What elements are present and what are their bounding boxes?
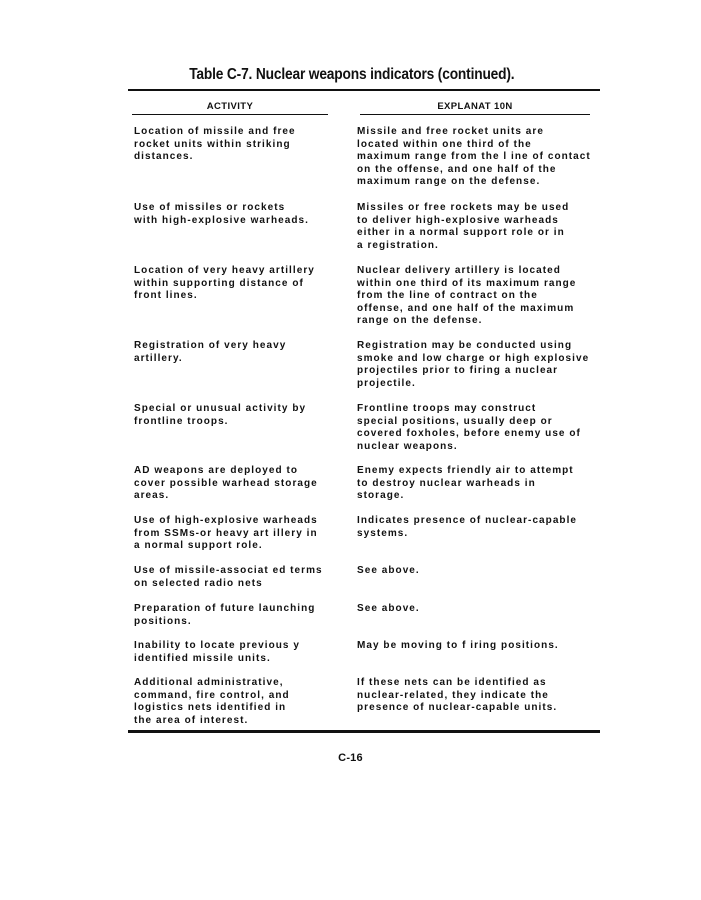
activity-line: a normal support role. [134, 540, 263, 552]
explanation-line: smoke and low charge or high explosive [357, 352, 590, 364]
explanation-line: Indicates presence of nuclear-capable [357, 515, 578, 526]
activity-line: AD weapons are deployed to [134, 465, 298, 476]
explanation-line: projectile. [357, 377, 416, 389]
explanation-line: covered foxholes, before enemy use of [357, 428, 581, 440]
explanation-cell [357, 640, 600, 653]
activity-line: within supporting distance of [134, 277, 304, 289]
explanation-cell [357, 465, 600, 503]
explanation-line: storage. [357, 490, 405, 502]
activity-line: logistics nets identified in [134, 702, 287, 714]
activity-line: front lines. [134, 290, 198, 302]
page-title: Table C-7. Nuclear weapons indicators (continued). [189, 66, 515, 83]
explanation-cell [357, 202, 600, 252]
explanation-line: nuclear weapons. [357, 440, 458, 452]
explanation-line: special positions, usually deep or [357, 415, 553, 427]
explanation-line: Missile and free rocket units are [357, 126, 544, 137]
activity-line: distances. [134, 151, 194, 163]
explanation-line: maximum range from the l ine of contact [357, 151, 591, 163]
activity-line: areas. [134, 490, 170, 502]
activity-line: Additional administrative, [134, 677, 284, 688]
explanation-line: to deliver high-explosive warheads [357, 214, 559, 226]
activity-cell [134, 202, 344, 227]
activity-cell [134, 677, 344, 727]
explanation-line: range on the defense. [357, 315, 483, 327]
activity-line: Use of missiles or rockets [134, 202, 286, 213]
explanation-line: Enemy expects friendly air to attempt [357, 465, 574, 476]
explanation-cell [357, 677, 600, 715]
explanation-cell [357, 265, 600, 328]
activity-line: on selected radio nets [134, 577, 263, 589]
activity-cell [134, 565, 344, 590]
explanation-line: within one third of its maximum range [357, 277, 577, 289]
activity-cell [134, 403, 344, 428]
activity-line: Registration of very heavy [134, 340, 287, 351]
activity-cell [134, 603, 344, 628]
explanation-line: See above. [357, 565, 420, 576]
explanation-cell [357, 565, 600, 578]
column-header-activity: ACTIVITY [132, 101, 328, 115]
explanation-cell [357, 126, 600, 189]
explanation-line: on the offense, and one half of the [357, 163, 557, 175]
activity-line: Inability to locate previous y [134, 640, 300, 651]
explanation-line: to destroy nuclear warheads in [357, 477, 536, 489]
activity-line: Location of very heavy artillery [134, 265, 315, 276]
activity-line: with high-explosive warheads. [134, 214, 309, 226]
explanation-line: See above. [357, 603, 420, 614]
activity-line: Preparation of future launching [134, 603, 316, 614]
explanation-cell [357, 603, 600, 616]
explanation-line: systems. [357, 527, 409, 539]
activity-cell [134, 126, 344, 164]
activity-line: Use of high-explosive warheads [134, 515, 318, 526]
table-top-rule [128, 89, 600, 91]
explanation-line: Registration may be conducted using [357, 340, 573, 351]
explanation-line: a registration. [357, 239, 439, 251]
activity-cell [134, 515, 344, 553]
explanation-line: from the line of contract on the [357, 290, 538, 302]
activity-line: frontline troops. [134, 415, 229, 427]
explanation-cell [357, 403, 600, 453]
explanation-line: If these nets can be identified as [357, 677, 547, 688]
activity-line: command, fire control, and [134, 689, 290, 701]
activity-line: Use of missile-associat ed terms [134, 565, 323, 576]
table-bottom-rule [128, 730, 600, 733]
explanation-line: nuclear-related, they indicate the [357, 689, 549, 701]
activity-line: cover possible warhead storage [134, 477, 318, 489]
activity-cell [134, 265, 344, 303]
activity-cell [134, 640, 344, 665]
explanation-line: presence of nuclear-capable units. [357, 702, 558, 714]
explanation-line: projectiles prior to firing a nuclear [357, 365, 559, 377]
activity-line: Location of missile and free [134, 126, 296, 137]
explanation-line: maximum range on the defense. [357, 176, 541, 188]
explanation-cell [357, 515, 600, 540]
explanation-line: either in a normal support role or in [357, 227, 565, 239]
page-number: C-16 [338, 752, 363, 764]
explanation-line: May be moving to f iring positions. [357, 640, 559, 651]
activity-line: from SSMs-or heavy art illery in [134, 527, 318, 539]
activity-line: the area of interest. [134, 714, 249, 726]
activity-line: positions. [134, 615, 192, 627]
activity-line: identified missile units. [134, 652, 271, 664]
activity-line: rocket units within striking [134, 138, 291, 150]
explanation-line: Nuclear delivery artillery is located [357, 265, 561, 276]
explanation-line: located within one third of the [357, 138, 532, 150]
column-header-explanation: EXPLANAT 10N [360, 101, 590, 115]
activity-cell [134, 465, 344, 503]
explanation-cell [357, 340, 600, 390]
activity-line: Special or unusual activity by [134, 403, 307, 414]
activity-cell [134, 340, 344, 365]
explanation-line: Missiles or free rockets may be used [357, 202, 570, 213]
explanation-line: Frontline troops may construct [357, 403, 537, 414]
activity-line: artillery. [134, 352, 183, 364]
explanation-line: offense, and one half of the maximum [357, 302, 575, 314]
